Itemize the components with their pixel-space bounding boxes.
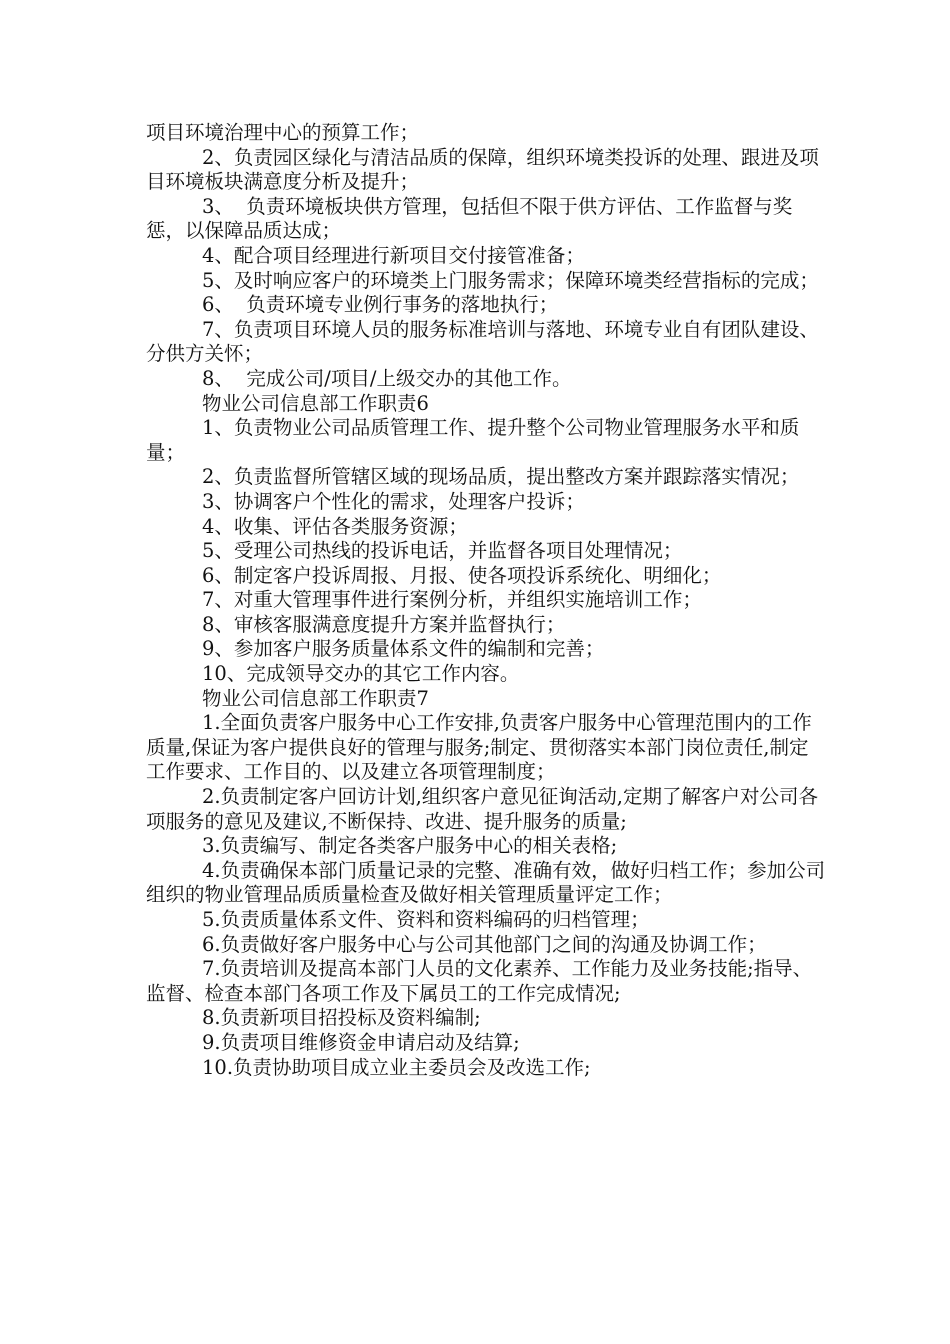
list-item: 6.负责做好客户服务中心与公司其他部门之间的沟通及协调工作； <box>202 932 767 956</box>
list-item: 5、受理公司热线的投诉电话，并监督各项目处理情况； <box>202 539 683 563</box>
list-item: 9、参加客户服务质量体系文件的编制和完善； <box>202 637 605 661</box>
section-heading: 物业公司信息部工作职责6 <box>202 391 429 415</box>
list-item: 10.负责协助项目成立业主委员会及改选工作; <box>202 1055 591 1079</box>
list-item: 8、审核客服满意度提升方案并监督执行； <box>202 612 566 636</box>
list-item: 3.负责编写、制定各类客户服务中心的相关表格; <box>202 834 618 858</box>
list-item: 1、负责物业公司品质管理工作、提升整个公司物业管理服务水平和质量； <box>146 416 800 464</box>
list-item: 3、 负责环境板块供方管理，包括但不限于供方评估、工作监督与奖惩，以保障品质达成； <box>146 194 793 243</box>
list-item: 8.负责新项目招投标及资料编制; <box>202 1006 481 1030</box>
list-item: 7、对重大管理事件进行案例分析，并组织实施培训工作； <box>202 588 702 612</box>
list-item: 5、及时响应客户的环境类上门服务需求；保障环境类经营指标的完成； <box>202 268 819 292</box>
list-item: 7、负责项目环境人员的服务标准培训与落地、环境专业自有团队建设、分供方关怀； <box>146 317 819 366</box>
list-item: 4.负责确保本部门质量记录的完整、准确有效，做好归档工作；参加公司组织的物业管理品质质量检查及做好相关管理质量评定工作； <box>146 858 826 907</box>
paragraph-continuation: 项目环境治理中心的预算工作； <box>146 121 420 144</box>
list-item: 4、配合项目经理进行新项目交付接管准备； <box>202 243 585 267</box>
list-item: 7.负责培训及提高本部门人员的文化素养、工作能力及业务技能;指导、监督、检查本部门各项工作及下属员工的工作完成情况; <box>146 957 813 1005</box>
list-item: 6、 负责环境专业例行事务的落地执行； <box>202 293 559 317</box>
list-item: 10、完成领导交办的其它工作内容。 <box>202 662 520 686</box>
list-item: 9.负责项目维修资金申请启动及结算; <box>202 1030 520 1054</box>
list-item: 6、制定客户投诉周报、月报、使各项投诉系统化、明细化； <box>202 563 722 587</box>
list-item: 3、协调客户个性化的需求，处理客户投诉； <box>202 489 585 513</box>
list-item: 1.全面负责客户服务中心工作安排,负责客户服务中心管理范围内的工作质量,保证为客户提供良好的管理与服务;制定、贯彻落实本部门岗位责任,制定工作要求、工作目的、以及建立各项管理制度； <box>146 711 812 784</box>
list-item: 5.负责质量体系文件、资料和资料编码的归档管理； <box>202 908 650 931</box>
document-body <box>146 121 826 1080</box>
list-item: 4、收集、评估各类服务资源； <box>202 514 468 538</box>
section-heading: 物业公司信息部工作职责7 <box>202 686 429 710</box>
list-item: 2、负责监督所管辖区域的现场品质，提出整改方案并跟踪落实情况； <box>202 465 800 489</box>
list-item: 2、负责园区绿化与清洁品质的保障，组织环境类投诉的处理、跟进及项目环境板块满意度分析及提升； <box>146 145 819 194</box>
list-item: 8、 完成公司/项目/上级交办的其他工作。 <box>202 366 572 390</box>
list-item: 2.负责制定客户回访计划,组织客户意见征询活动,定期了解客户对公司各项服务的意见及建议,不断保持、改进、提升服务的质量; <box>146 785 819 833</box>
